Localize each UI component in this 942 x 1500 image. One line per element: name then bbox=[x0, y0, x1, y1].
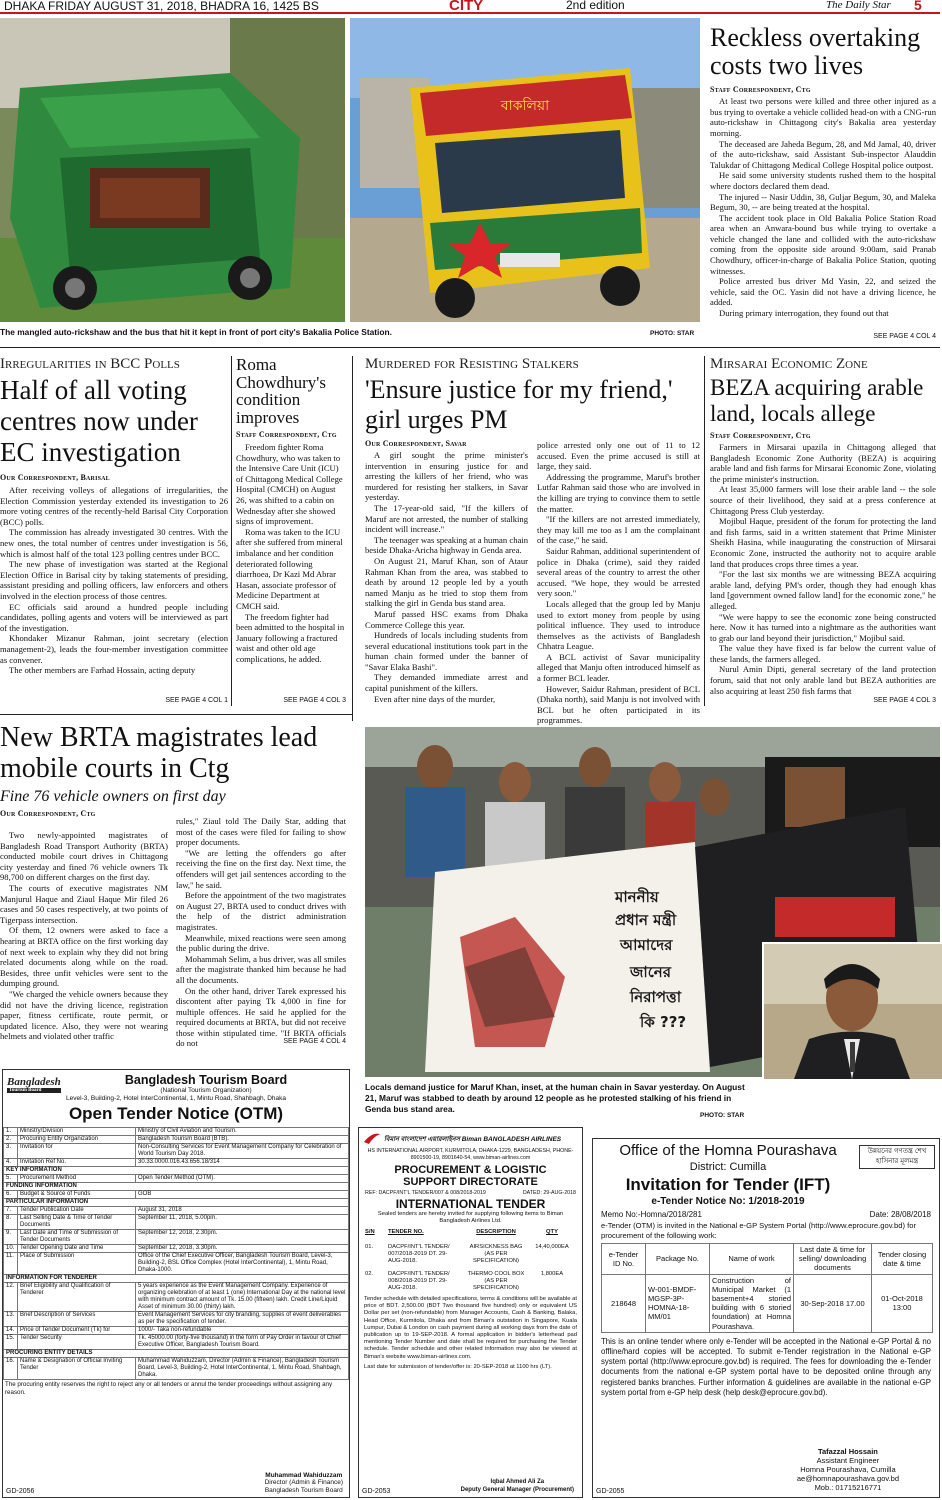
story-body: Freedom fighter Roma Chowdhury, who was taken to the Intensive Care Unit (ICU) of Chittagong Medical College Hospital (CMCH) on August 26, was shifted to a cabin on Wednesday after she showed signs of improvement. Roma was taken to the ICU after she suffered from mineral imbalance and her condition deteriorated following diarrhoea, Dr Kazi Md Abrar Hasan, associate professor of Medicine Department at CMCH said. The freedom fighter had been admitted to the hospital in January following a fractured waist and other old age complications, he added. bbox=[236, 442, 345, 664]
dateline: DHAKA FRIDAY AUGUST 31, 2018, BHADRA 16, 1425 BS bbox=[4, 0, 319, 13]
table-row: 10. Tender Opening Date and Time September 12, 2018, 3.30pm. bbox=[4, 1245, 349, 1253]
ad-ref: REF: DACPF/INT'L TENDER/007 & 008/2018-2019 bbox=[365, 1190, 486, 1196]
ad-signature: Tafazzal Hossain Assistant Engineer Homna Pourashava, Cumilla ae@homnapourashava.gov.bd Mob.: 01715216771 bbox=[796, 1447, 899, 1492]
story-byline: Staff Correspondent, Ctg bbox=[236, 430, 337, 439]
ad-district: District: Cumilla bbox=[689, 1161, 767, 1173]
tourism-board-logo: Bangladesh Tourism Board bbox=[7, 1076, 61, 1093]
story-kicker: Murdered for Resisting Stalkers bbox=[365, 356, 579, 372]
ad-title: Open Tender Notice (OTM) bbox=[68, 1104, 284, 1123]
story-body-col2: rules," Ziaul told The Daily Star, adding that most of the cases were filed for failing to show proper documents. "We are letting the offenders go after receiving the fine on the first day. Next time, the offenders will get jail sentences according to the law," he said. Before the appointment of the two magistrates on August 27, BRTA used to conduct drives with the help of the district administration magistrates. Meanwhile, mixed reactions were seen among the public during the drive. Mohammah Selim, a bus driver, was all smiles after the magistrate thanked him because he had all the documents. On the other hand, driver Tarek expressed his discontent after paying Tk 4,000 in fine for multiple offences. He said he applied for the required documents at BRTA, but did not receive those within stipulated time. "If BRTA officials do not bbox=[176, 816, 346, 1049]
table-row: 15. Tender Security Tk. 45000.00 (forty-five thousand) in the form of Pay Order in favour of Chief Executive Officer, Bangladesh Tourism Board. bbox=[4, 1335, 349, 1350]
table-row: 4. Invitation Ref No. 30.33.0000.016.43.656.18/314 bbox=[4, 1159, 349, 1167]
story-body: Farmers in Mirsarai upazila in Chittagong alleged that Bangladesh Economic Zone Authority (BEZA) is acquiring arable land and fish farms for Mirsarai Economic Zone, violating the prime minister's instruction. At least 35,000 farmers will lose their arable land -- the sole source of their livelihood, they said at a press conference at Chittagong Press Club yesterday. Mojibul Haque, president of the forum for protecting the land and fish farms, said in a written statement that Prime Minister Sheikh Hasina, while inaugurating the construction of Mirsarai Economic Zone, instructed the authority not to acquire arable land that produces crops three times a year. "For the last six months we are witnessing BEZA acquiring arable land, defying PM's order, though they had enough khas land [government owned fallow land] for the economic zone," he alleged. "We were happy to see the economic zone being constructed here. Now it has turned into a nightmare as the authorities want to grab our land beyond their jurisdiction," Mojibul said. The value they have fixed is far below the current value of these lands, the farmers alleged. Nurul Amin Dipti, general secretary of the land protection forum, said that not only arable land but BEZA authorities are also acquiring at least 250 fish farms that bbox=[710, 442, 936, 696]
story-byline: Our Correspondent, Savar bbox=[365, 439, 467, 448]
table-row: 9. Last Date and Time of Submission of Tender Documents September 12, 2018, 2.30pm. bbox=[4, 1230, 349, 1245]
story-headline: Reckless overtaking costs two lives bbox=[710, 23, 921, 81]
story-kicker: Irregularities in BCC Polls bbox=[0, 356, 180, 372]
table-row: 8. Last Selling Date & Time of Tender Documents September 11, 2018, 5.00pm. bbox=[4, 1215, 349, 1230]
ad-slogan-badge: উন্নয়নের গণতন্ত্র শেখ হাসিনার মূলমন্ত্র bbox=[859, 1145, 935, 1169]
tender-table bbox=[3, 1127, 349, 1380]
story-body-col1: Two newly-appointed magistrates of Bangladesh Road Transport Authority (BRTA) conducted mobile court drives in Chittagong city yesterday and fined 76 vehicle owners Tk 98,700 on different charges on the first day. The courts of executive magistrates NM Manjurul Haque and Ziaul Haque Mir filed 26 cases and 50 cases respectively, at two points of Tigerpass intersection. Of them, 12 owners were asked to face a hearing at BRTA office on the first working day of next week to explain why they did not bring related documents along while on the road. Besides, three unfit vehicles were sent to the dumping ground. "We charged the vehicle owners because they did not have the driving licence, registration paper, fitness certificate, route permit, or updated licence. Also, they were not wearing helmets and violated other traffic bbox=[0, 830, 168, 1042]
top-photo-caption: The mangled auto-rickshaw and the bus that hit it kept in front of port city's Bakalia Police Station. bbox=[0, 327, 392, 337]
edition-label: 2nd edition bbox=[566, 0, 625, 12]
tender-ad-homna bbox=[592, 1138, 940, 1498]
ad-intro: e-Tender (OTM) is invited in the National e-GP System Portal (http://www.eprocure.gov.bd) for procurement of the following work: bbox=[601, 1221, 916, 1240]
table-row: PROCURING ENTITY DETAILS bbox=[4, 1350, 349, 1358]
table-row: 14. Price of Tender Document (Tk) for 1000/- Taka non-refundable bbox=[4, 1327, 349, 1335]
table-row: 3. Invitation for Non-Consulting Services for Event Management Company for Celebration of World Tourism Day 2018. bbox=[4, 1144, 349, 1159]
ad-note: The procuring entity reserves the right to reject any or all tenders or annul the tender proceedings without assigning any reason. bbox=[5, 1381, 333, 1396]
ad-address: HS INTERNATIONAL AIRPORT, KURMITOLA, DHAKA-1229, BANGLADESH, PHONE-8901500-19, 8901640-54, www.biman-airlines.com bbox=[367, 1148, 574, 1161]
table-row: PARTICULAR INFORMATION bbox=[4, 1199, 349, 1207]
jump-link[interactable]: SEE PAGE 4 COL 4 bbox=[873, 333, 936, 340]
column-rule bbox=[704, 356, 705, 706]
jump-link[interactable]: SEE PAGE 4 COL 1 bbox=[165, 697, 228, 704]
table-row: 1. Ministry/Division Ministry of Civil Aviation and Tourism. bbox=[4, 1128, 349, 1136]
banner-line-4: জানের bbox=[630, 963, 672, 981]
jump-link[interactable]: SEE PAGE 4 COL 4 bbox=[283, 1038, 346, 1045]
auto-rickshaw-photo bbox=[0, 18, 345, 322]
table-row: 5. Procurement Method Open Tender Method (OTM). bbox=[4, 1175, 349, 1183]
banner-line-2: প্রধান মন্ত্রী bbox=[615, 911, 677, 929]
table-row: 11. Place of Submission Office of the Chief Executive Officer, Bangladesh Tourism Board, Level-3, Building-2, BSL Office Complex (Hotel InterContinental), 1, Mintu Road, Dhaka-1000. bbox=[4, 1253, 349, 1275]
section-label: CITY bbox=[449, 0, 484, 14]
table-row: 13. Brief Description of Services Event Management Services for city branding, supplies of event deliverables as per the specification of tender. bbox=[4, 1312, 349, 1327]
page-number: 5 bbox=[914, 0, 922, 13]
page-header bbox=[0, 0, 940, 14]
ad-gd-number: GD-2055 bbox=[596, 1488, 625, 1495]
table-row: 16. Name & Designation of Official Inviting Tender Muhammad Wahiduzzam, Director (Admin & Finance), Bangladesh Tourism Board, Level-3, Building-2, Hotel InterContinental, 1, Mintu Road, Shahbagh, Dhaka. bbox=[4, 1358, 349, 1380]
ad-memo: Memo No:-Homna/2018/281 bbox=[601, 1210, 702, 1219]
ad-gd-number: GD-2053 bbox=[362, 1488, 391, 1495]
bus-photo bbox=[350, 18, 700, 322]
story-body: After receiving volleys of allegations of irregularities, the Election Commission yesterday extended its investigation to 26 more voting centres of the recently-held Barisal City Corporation (BCC) polls. The commission has already investigated 30 centres. With the new ones, the total number of centres under investigation is 56, which is almost half of the total 123 polling centres under BCC. The new phase of investigation was started at the Regional Election Office in Barisal city by taking statements of presiding, assistant presiding and polling officers, law enforcers and others involved in the election process of those centres. EC officials said around a hundred people including candidates, polling agents and voters will be interviewed as part of the investigation. Khondaker Mizanur Rahman, joint secretary (election management-2), leads the four-member investigation committee as convener. The other members are Farhad Hossain, acting deputy bbox=[0, 485, 228, 676]
story-headline: BEZA acquiring arable land, locals allege bbox=[710, 375, 924, 426]
ad-date: Date: 28/08/2018 bbox=[869, 1210, 931, 1219]
banner-line-6: কি ??? bbox=[640, 1013, 687, 1031]
story-roma-chowdhury bbox=[236, 356, 346, 680]
story-bcc-polls bbox=[0, 356, 228, 689]
table-row: KEY INFORMATION bbox=[4, 1167, 349, 1175]
banner-line-5: নিরাপত্তা bbox=[630, 988, 682, 1006]
mid-photo-caption: Locals demand justice for Maruf Khan, inset, at the human chain in Savar yesterday. On August 21, Maruf was stabbed to death by around 12 people as he protested stalking of his friend in Genda bus stand area. bbox=[365, 1082, 745, 1114]
table-row: 2. Procuring Entity Organization Bangladesh Tourism Board (BTB). bbox=[4, 1136, 349, 1144]
table-row: 7. Tender Publication Date August 31, 2018 bbox=[4, 1207, 349, 1215]
inset-portrait-photo bbox=[762, 942, 940, 1077]
table-row: FUNDING INFORMATION bbox=[4, 1183, 349, 1191]
banner-line-3: আমাদের bbox=[620, 936, 673, 954]
story-body: At least two persons were killed and three other injured as a bus trying to overtake a vehicle collided head-on with a CNG-run auto-rickshaw in Chittagong city's Bakalia area yesterday morning. The deceased are Jaheda Begum, 28, and Md Jamal, 40, driver of the auto-rickshaw, said Assistant Sub-inspector Alauddin Talukdar of Chittagong Medical College Hospital police outpost. He said some university students rushed them to the hospital where doctors declared them dead. The injured -- Nasir Uddin, 38, Guljar Begum, 30, and Maleka Begum, 30, -- are being treated at the hospital. The accident took place in Old Bakalia Police Station Road area when an Anwara-bound bus while trying to overtake a vehicle changed the lane and collided with the auto-rickshaw coming from the opposite side around 9:00am, said Pranab Chowdhury, officer-in-charge of Bakalia Police Station, quoting witnesses. Police arrested bus driver Md Yasin, 22, and seized the vehicle, said the OC. Yasin did not have a driving licence, he added. During primary interrogation, they found out that bbox=[710, 96, 936, 319]
table-row: 6. Budget & Source of Funds GOB bbox=[4, 1191, 349, 1199]
story-body-col2: police arrested only one out of 11 to 12 accused. Even the prime accused is still at large, they said. Addressing the programme, Maruf's brother Lutfar Rahman said those who are involved in the killing are trying to convince them to settle the matter. "If the killers are not arrested immediately, they may kill me too as I am the complainant of the case," he said. Saidur Rahman, additional superintendent of police in Dhaka (crime), said they raided several areas of the country to arrest the other accused. "We hope, they would be arrested very soon." Locals alleged that the group led by Manju used to extort money from people by using political influence. They used to introduce themselves as the activists of Bangladesh Chhatra League. A BCL activist of Savar municipality alleged that Manju often introduced himself as a former BCL leader. However, Saidur Rahman, president of BCL (Dhaka north), said Manju is not involved with BCL but he often participated in its programmes. bbox=[537, 440, 700, 726]
story-headline: 'Ensure justice for my friend,' girl urges PM bbox=[365, 375, 673, 434]
section-divider bbox=[0, 714, 352, 715]
mid-photo-credit: PHOTO: STAR bbox=[700, 1112, 745, 1119]
story-headline: Roma Chowdhury's condition improves bbox=[236, 355, 326, 427]
ad-intro: Sealed tenders are hereby invited for supplying following items to Biman Bangladesh Airlines Ltd. bbox=[377, 1211, 564, 1224]
ad-notice-no: e-Tender Notice No: 1/2018-2019 bbox=[651, 1196, 805, 1207]
ad-title: Invitation for Tender (IFT) bbox=[625, 1175, 831, 1194]
tender-ad-tourism-board bbox=[2, 1069, 350, 1498]
ad-office: Office of the Homna Pourashava bbox=[619, 1142, 837, 1159]
story-byline: Staff Correspondent, Ctg bbox=[710, 85, 811, 95]
tender-ad-biman bbox=[358, 1127, 583, 1498]
story-headline: Half of all voting centres now under EC investigation bbox=[0, 375, 198, 467]
table-row: 12. Brief Eligibility and Qualification of Tenderer 5 years experience as the Event Management Company. Experience of organizing celebration of at least 1 (one) International Day at the national level with minimum contract amount of Tk. 15.00 (fifteen) lakh. Credit Line/Liquid Asset of minimum 30.00 (thirty) lakh. bbox=[4, 1283, 349, 1312]
story-byline: Our Correspondent, Barisal bbox=[0, 473, 110, 482]
section-divider bbox=[0, 347, 940, 348]
jump-link[interactable]: SEE PAGE 4 COL 3 bbox=[873, 697, 936, 704]
story-byline: Staff Correspondent, Ctg bbox=[710, 431, 811, 440]
ad-org-name: Bangladesh Tourism Board bbox=[124, 1073, 288, 1087]
ad-department: PROCUREMENT & LOGISTIC SUPPORT DIRECTORATE bbox=[394, 1164, 547, 1188]
ad-address: Level-3, Building-2, Hotel InterContinental, 1, Mintu Road, Shahbagh, Dhaka bbox=[65, 1095, 287, 1102]
story-reckless-overtaking bbox=[710, 24, 936, 330]
bus-sign-text: বাকলিয়া bbox=[500, 98, 550, 114]
ad-signature: Muhammad Wahiduzzam Director (Admin & Finance) Bangladesh Tourism Board bbox=[264, 1471, 343, 1494]
biman-logo: বিমান বাংলাদেশ এয়ারলাইনস Biman BANGLADESH AIRLINES bbox=[359, 1128, 582, 1146]
column-rule bbox=[231, 356, 232, 706]
tender-table: e-Tender ID No. Package No. Name of work Last date & time for selling/ downloading documents Tender closing date & time 218648 W-001-BMDF-MGSP-3P-HOMNA-18-MM/01 Construction of Municipal Market (1 basement+4 storied building with 6 storied foundation) at Homna Pourashava. 30-Sep-2018 17.00 01-Oct-2018 13:00 bbox=[601, 1243, 933, 1333]
story-brta-magistrates bbox=[0, 722, 348, 818]
story-subhead: Fine 76 vehicle owners on first day bbox=[0, 788, 226, 805]
story-beza bbox=[710, 356, 936, 698]
ad-gd-number: GD-2056 bbox=[6, 1488, 35, 1495]
story-kicker: Mirsarai Economic Zone bbox=[710, 356, 868, 372]
ad-dated: DATED: 29-AUG-2018 bbox=[522, 1190, 576, 1196]
tender-items-table: S/N TENDER NO. DESCRIPTION QTY 01. DACPF/INT'L TENDER/ 007/2018-2019 DT. 29-AUG-2018. AIRSICKNESS BAG (AS PER SPECIFICATION) 14,40,000EA 02. DACPF/INT'L TENDER/ 008/2018-2019 DT. 29-AUG-2018. THERMO COOL BOX (AS PER SPECIFICATION) 1,800EA bbox=[365, 1229, 569, 1291]
jump-link[interactable]: SEE PAGE 4 COL 3 bbox=[283, 697, 346, 704]
banner-line-1: মাননীয় bbox=[615, 888, 659, 906]
story-body-col1: A girl sought the prime minister's intervention in ensuring justice for and arresting the killers of her friend, who was murdered for resisting her stalkers, in Savar yesterday. The 17-year-old said, "If the killers of Maruf are not arrested, the number of stalking incident will increase." The teenager was speaking at a human chain beside Dhaka-Aricha highway in Genda area. On August 21, Maruf Khan, son of Ataur Rahman Khan from the area, was stabbed to death by around 12 people led by a youth named Manju as he tried to stop them from stalking the girl in Genda bus stand area. Maruf passed HSC exams from Dhaka Commerce College this year. Hundreds of locals including students from several educational institutions took part in the human chain formed under the banner of "Savar Elaka Bashi". They demanded immediate arrest and capital punishment of the killers. Even after nine days of the murder, bbox=[365, 450, 528, 704]
ad-body: This is an online tender where only e-Tender will be accepted in the National e-GP Portal & no offline/hard copies will be accepted. To submit e-Tender registration in the National e-GP system portal (http://www.eprocure.gov.bd) is required. The fees for downloading the e-Tender documents from the national e-GP system portal have to be deposited online through any registered banks branches. Further information & guidelines are available in the national e-GP system portal from e-GP help desk (help desk@eprocure.gov.bd). bbox=[601, 1336, 931, 1397]
column-rule bbox=[352, 356, 353, 721]
biman-bird-icon bbox=[363, 1132, 381, 1146]
ad-signature: Iqbal Ahmed Ali Za Deputy General Manager (Procurement) bbox=[460, 1479, 574, 1493]
ad-last-date: Last date for submission of tender/offer is: 20-SEP-2018 at 1100 hrs (LT). bbox=[364, 1363, 552, 1370]
masthead-logo: The Daily Star bbox=[826, 0, 891, 11]
top-photo-credit: PHOTO: STAR bbox=[650, 330, 695, 337]
ad-title: INTERNATIONAL TENDER bbox=[395, 1197, 546, 1211]
ad-org-sub: (National Tourism Organization) bbox=[160, 1087, 252, 1094]
table-row: INFORMATION FOR TENDERER bbox=[4, 1275, 349, 1283]
ad-body: Tender schedule with detailed specifications, terms & conditions will be available at price of BDT. 2,500.00 (BDT Two thousand five hundred) only or equivalent US Dollar per set (non-refundable) from Manager Accounts, Cash & Banking, Balaka, Head Office, Kurmitola, Dhaka and from Biman's outstation in Singapore, Kuala Lumpur, Dubai & London on cash payment during all working days from the date of publication up to 19-SEP-2018. A formal application in bidder's letterhead pad mentioning Tender Number and date shall be required for purchasing the Tender schedule. Tender schedule and other related information may also be viewed at Biman's website www.biman-airlines.com. bbox=[364, 1296, 577, 1360]
story-headline: New BRTA magistrates lead mobile courts in Ctg bbox=[0, 722, 318, 784]
story-byline: Our Correspondent, Ctg bbox=[0, 809, 96, 819]
